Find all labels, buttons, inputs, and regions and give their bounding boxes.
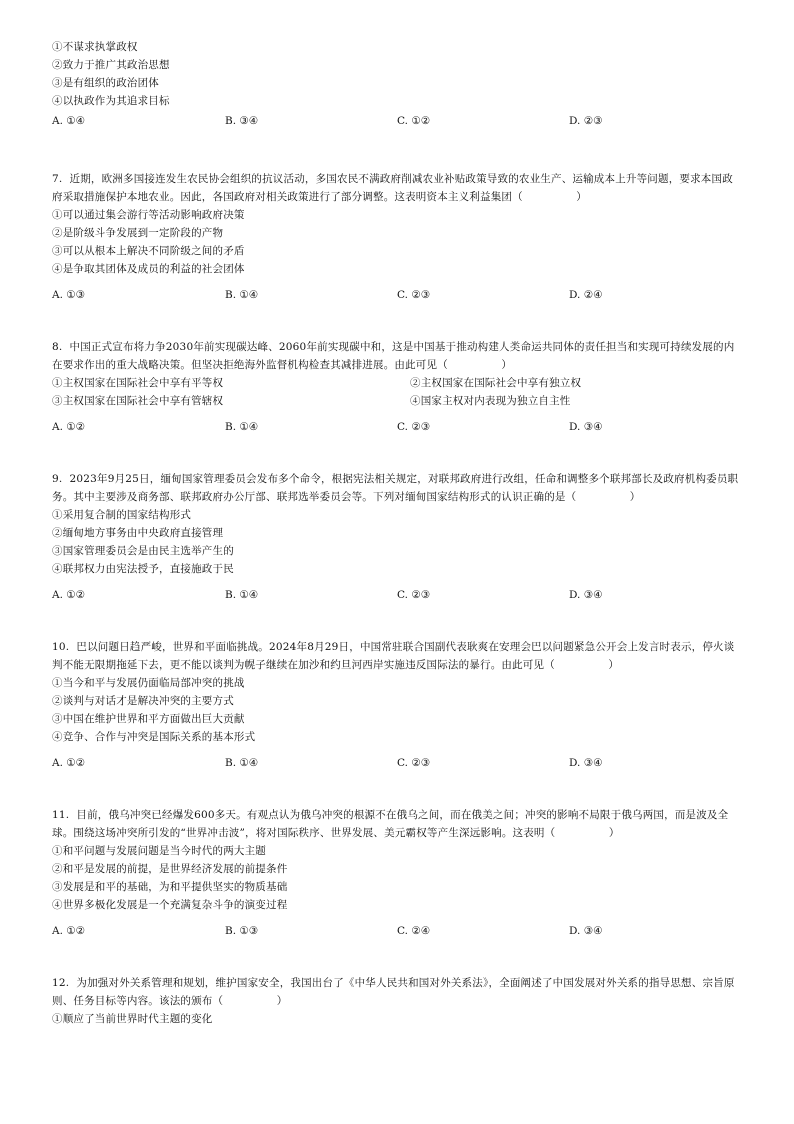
option-a[interactable]: A. ①②: [52, 421, 86, 433]
statement: ③可以从根本上解决不同阶级之间的矛盾: [52, 245, 245, 257]
answer-options: [52, 418, 742, 436]
statement: ③发展是和平的基础，为和平提供坚实的物质基础: [52, 881, 288, 893]
option-b[interactable]: B. ①④: [225, 589, 259, 601]
statement: ③国家管理委员会是由民主选举产生的: [52, 545, 234, 557]
option-b[interactable]: B. ①③: [225, 925, 259, 937]
question-text: 2023年9月25日，缅甸国家管理委员会发布多个命令，根据宪法相关规定，对联邦政府进行改组，任命和调整多个联邦部长及政府机构委员职务。其中主要涉及商务部、联邦政府办公厅部、联邦选举委员会等。下列对缅甸国家结构形式的认识正确的是（ ）: [52, 473, 739, 503]
option-b[interactable]: B. ③④: [225, 115, 259, 127]
statement: ①顺应了当前世界时代主题的变化: [52, 1013, 213, 1025]
question-9: [52, 470, 742, 604]
option-d[interactable]: D. ②④: [569, 289, 603, 301]
statement: ②致力于推广其政治思想: [52, 59, 170, 71]
option-c[interactable]: C. ②③: [397, 589, 431, 601]
statement: ①不谋求执掌政权: [52, 41, 138, 53]
question-stem: [52, 806, 742, 842]
question-stem: [52, 170, 742, 206]
option-a[interactable]: A. ①②: [52, 757, 86, 769]
question-8: [52, 338, 742, 436]
question-text: 为加强对外关系管理和规划，维护国家安全，我国出台了《中华人民共和国对外关系法》，全面阐述了中国发展对外关系的指导思想、宗旨原则、任务目标等内容。该法的颁布（ ）: [52, 977, 735, 1007]
statement: ③是有组织的政治团体: [52, 77, 159, 89]
statement: ④是争取其团体及成员的利益的社会团体: [52, 263, 245, 275]
question-text: 巴以问题日趋严峻，世界和平面临挑战。2024年8月29日，中国常驻联合国副代表耿爽在安理会巴以问题紧急公开会上发言时表示，停火谈判不能无限期拖延下去，更不能以谈判为幌子继续在加沙和约旦河西岸实施违反国际法的暴行。由此可见（ ）: [52, 641, 735, 671]
option-c[interactable]: C. ②④: [397, 925, 431, 937]
statement-row: [52, 374, 742, 392]
question-stem: [52, 470, 742, 506]
statement: ②主权国家在国际社会中享有独立权: [410, 377, 582, 389]
statement: ④国家主权对内表现为独立自主性: [410, 395, 571, 407]
statement: ②和平是发展的前提，是世界经济发展的前提条件: [52, 863, 288, 875]
statement: ①当今和平与发展仍面临局部冲突的挑战: [52, 677, 245, 689]
option-b[interactable]: B. ①④: [225, 421, 259, 433]
answer-options: [52, 586, 742, 604]
answer-options: [52, 922, 742, 940]
option-b[interactable]: B. ①④: [225, 289, 259, 301]
question-stem: [52, 338, 742, 374]
question-7: [52, 170, 742, 304]
option-d[interactable]: D. ③④: [569, 589, 603, 601]
statement: ③中国在维护世界和平方面做出巨大贡献: [52, 713, 245, 725]
statement: ④竞争、合作与冲突是国际关系的基本形式: [52, 731, 256, 743]
exam-page: [52, 38, 742, 1028]
answer-options: [52, 112, 742, 130]
question-number: 9.: [52, 473, 63, 485]
statement: ①可以通过集会游行等活动影响政府决策: [52, 209, 245, 221]
question-text: 目前，俄乌冲突已经爆发600多天。有观点认为俄乌冲突的根源不在俄乌之间，而在俄美之间；冲突的影响不局限于俄乌两国，而是波及全球。围绕这场冲突所引发的“世界冲击波”，将对国际秩序、世界发展、美元霸权等产生深远影响。这表明（ ）: [52, 809, 729, 839]
statement: ①采用复合制的国家结构形式: [52, 509, 192, 521]
statement: ③主权国家在国际社会中享有管辖权: [52, 395, 224, 407]
question-10: [52, 638, 742, 772]
statement: ②缅甸地方事务由中央政府直接管理: [52, 527, 224, 539]
answer-options: [52, 754, 742, 772]
question-6-tail: [52, 38, 742, 130]
option-d[interactable]: D. ③④: [569, 421, 603, 433]
option-c[interactable]: C. ②③: [397, 757, 431, 769]
question-number: 8.: [52, 341, 63, 353]
statement: ④以执政作为其追求目标: [52, 95, 170, 107]
statement: ②谈判与对话才是解决冲突的主要方式: [52, 695, 234, 707]
option-a[interactable]: A. ①②: [52, 589, 86, 601]
option-a[interactable]: A. ①③: [52, 289, 86, 301]
option-c[interactable]: C. ①②: [397, 115, 431, 127]
option-a[interactable]: A. ①④: [52, 115, 86, 127]
statement: ②是阶级斗争发展到一定阶段的产物: [52, 227, 224, 239]
statement: ①和平问题与发展问题是当今时代的两大主题: [52, 845, 266, 857]
question-stem: [52, 974, 742, 1010]
option-d[interactable]: D. ③④: [569, 925, 603, 937]
statement: ④联邦权力由宪法授予，直接施政于民: [52, 563, 234, 575]
question-stem: [52, 638, 742, 674]
question-11: [52, 806, 742, 940]
option-a[interactable]: A. ①②: [52, 925, 86, 937]
option-d[interactable]: D. ②③: [569, 115, 603, 127]
option-c[interactable]: C. ②③: [397, 289, 431, 301]
option-c[interactable]: C. ②③: [397, 421, 431, 433]
question-text: 中国正式宣布将力争2030年前实现碳达峰、2060年前实现碳中和，这是中国基于推动构建人类命运共同体的责任担当和实现可持续发展的内在要求作出的重大战略决策。但坚决拒绝海外监督机构检查其减排进展。由此可见（ ）: [52, 341, 735, 371]
question-number: 11.: [52, 809, 70, 821]
statement-row: [52, 392, 742, 410]
statement: ①主权国家在国际社会中享有平等权: [52, 377, 224, 389]
question-number: 12.: [52, 977, 70, 989]
answer-options: [52, 286, 742, 304]
question-number: 10.: [52, 641, 70, 653]
question-number: 7.: [52, 173, 63, 185]
statement: ④世界多极化发展是一个充满复杂斗争的演变过程: [52, 899, 288, 911]
option-b[interactable]: B. ①④: [225, 757, 259, 769]
question-12: [52, 974, 742, 1028]
question-text: 近期，欧洲多国接连发生农民协会组织的抗议活动，多国农民不满政府削减农业补贴政策导致的农业生产、运输成本上升等问题，要求本国政府采取措施保护本地农业。因此，各国政府对相关政策进行了部分调整。这表明资本主义利益集团（ ）: [52, 173, 733, 203]
option-d[interactable]: D. ③④: [569, 757, 603, 769]
